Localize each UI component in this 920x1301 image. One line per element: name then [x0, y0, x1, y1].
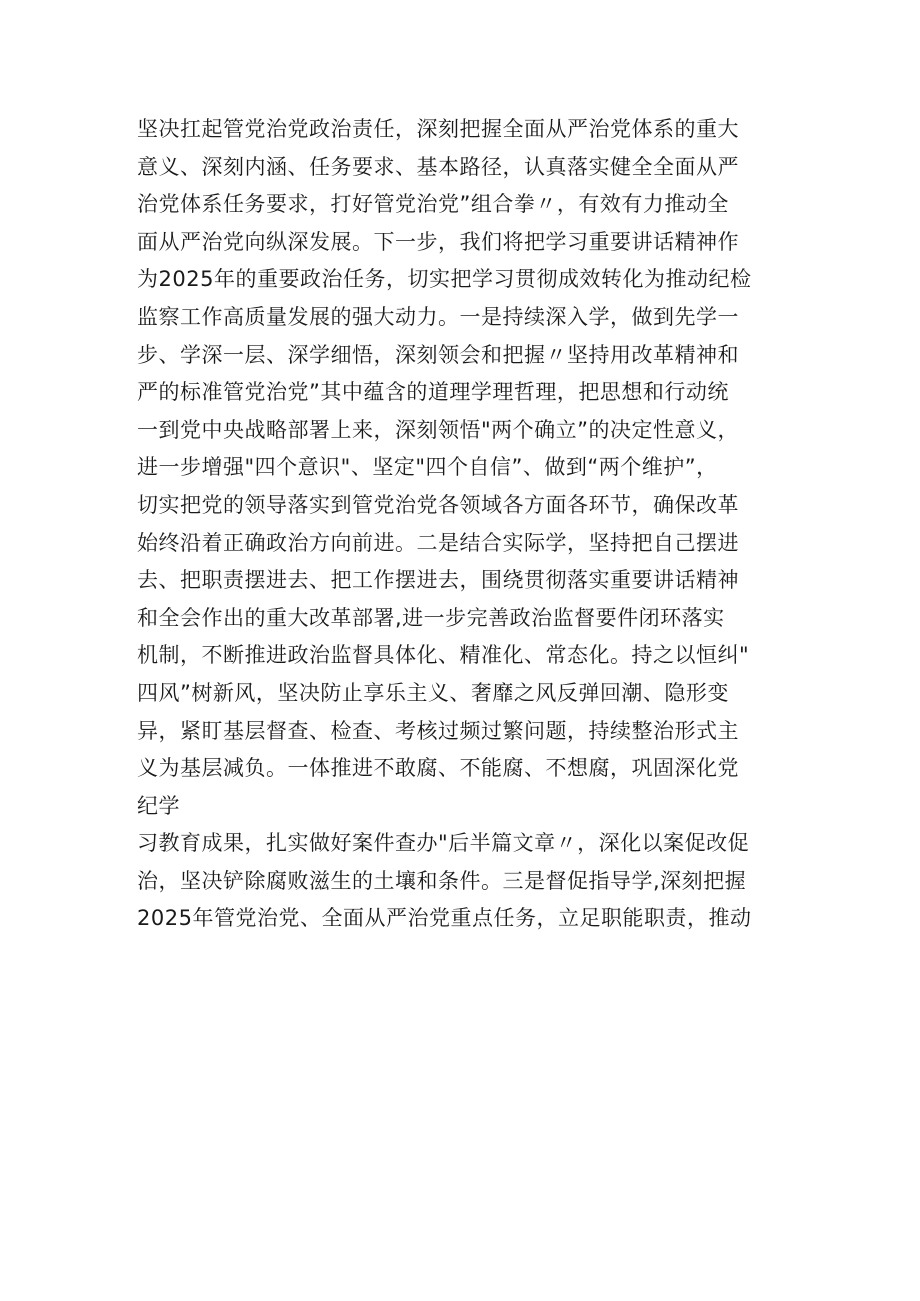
- text-line: 面从严治党向纵深发展。下一步，我们将把学习重要讲话精神作: [137, 229, 739, 254]
- text-line: 意义、深刻内涵、任务要求、基本路径，认真落实健全全面从严: [137, 154, 739, 179]
- text-line: 严的标准管党治党”其中蕴含的道理学理哲理，把思想和行动统: [137, 380, 729, 405]
- text-line: 去、把职责摆进去、把工作摆进去，围绕贯彻落实重要讲话精神: [137, 568, 739, 593]
- text-line: 异，紧盯基层督查、检查、考核过频过繁问题，持续整治形式主: [137, 718, 739, 743]
- text-line: 四风”树新风，坚决防止享乐主义、奢靡之风反弹回潮、隐形变: [137, 680, 729, 705]
- text-line: 为2025年的重要政治任务，切实把学习贯彻成效转化为推动纪检: [137, 267, 752, 292]
- text-line: 治，坚决铲除腐败滋生的土壤和条件。三是督促指导学,深刻把握: [137, 868, 747, 893]
- text-line: 纪学: [137, 793, 180, 818]
- text-line: 坚决扛起管党治党政治责任，深刻把握全面从严治党体系的重大: [137, 117, 739, 141]
- text-line: 始终沿着正确政治方向前进。二是结合实际学，坚持把自己摆进: [137, 530, 739, 555]
- text-line: 切实把党的领导落实到管党治党各领域各方面各环节，确保改革: [137, 492, 739, 517]
- text-line: 和全会作出的重大改革部署,进一步完善政治监督要件闭环落实: [137, 605, 725, 630]
- text-line: 治党体系任务要求，打好管党治党”组合拳〃，有效有力推动全: [137, 192, 729, 217]
- text-line: 一到党中央战略部署上来，深刻领悟"两个确立”的决定性意义，: [137, 417, 740, 442]
- text-line: 监察工作高质量发展的强大动力。一是持续深入学，做到先学一: [137, 304, 739, 329]
- text-line: 习教育成果，扎实做好案件查办"后半篇文章〃，深化以案促改促: [137, 831, 750, 856]
- text-line: 2025年管党治党、全面从严治党重点任务，立足职能职责，推动: [137, 906, 752, 931]
- text-line: 进一步增强"四个意识"、坚定"四个自信”、做到“两个维护”，: [137, 455, 718, 480]
- body-paragraph: [137, 111, 797, 938]
- text-line: 义为基层减负。一体推进不敢腐、不能腐、不想腐，巩固深化党: [137, 756, 739, 781]
- text-line: 机制，不断推进政治监督具体化、精准化、常态化。持之以恒纠": [137, 643, 750, 668]
- text-line: 步、学深一层、深学细悟，深刻领会和把握〃坚持用改革精神和: [137, 342, 739, 367]
